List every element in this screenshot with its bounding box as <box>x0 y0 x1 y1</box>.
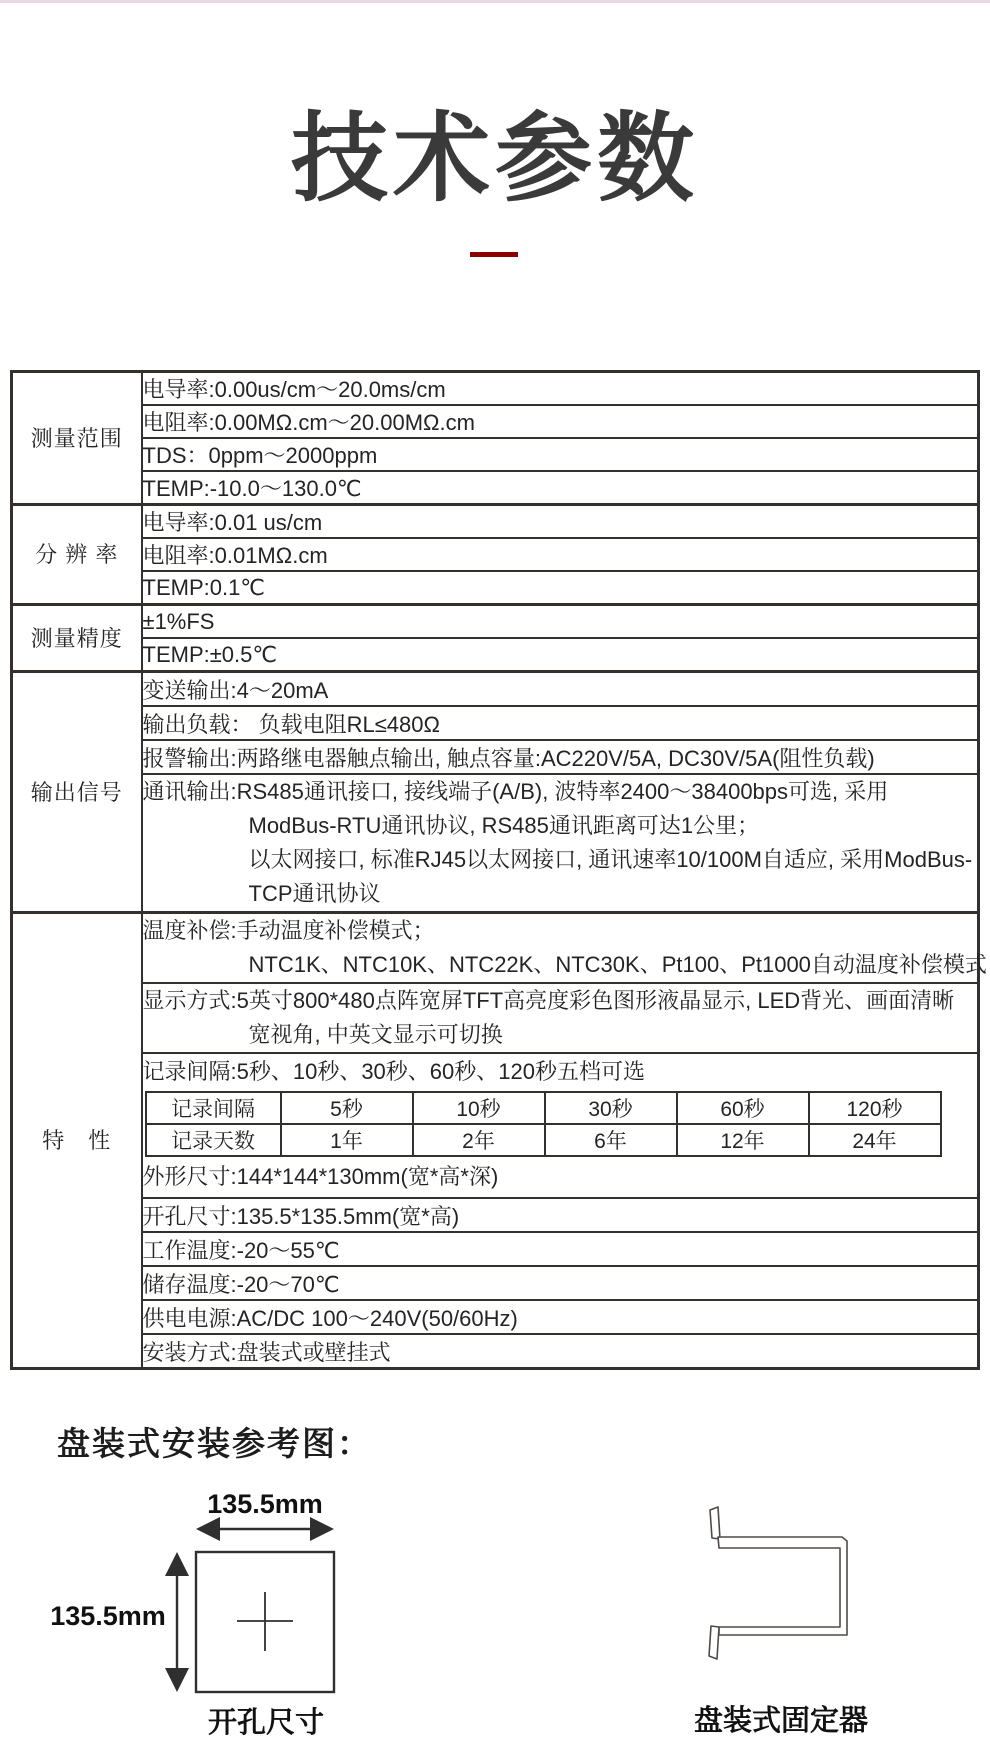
spec-row: 电阻率:0.01MΩ.cm <box>142 538 979 571</box>
temp-comp-line-2: NTC1K、NTC10K、NTC22K、NTC30K、Pt100、Pt1000自动温度补偿模式 <box>248 952 987 977</box>
spec-row-comm-output <box>142 774 979 913</box>
display-line-1: 显示方式:5英寸800*480点阵宽屏TFT高亮度彩色图形液晶显示, LED背光、画面清晰 <box>142 988 955 1013</box>
fixer-caption: 盘装式固定器 <box>693 1705 868 1737</box>
spec-row-display-mode <box>142 983 979 1053</box>
fixer-diagram <box>690 1495 870 1670</box>
spec-row: TDS：0ppm～2000ppm <box>142 438 979 471</box>
rec-cell: 5秒 <box>281 1092 413 1124</box>
spec-row: 输出负载： 负载电阻RL≤480Ω <box>142 706 979 740</box>
rec-cell: 120秒 <box>809 1092 941 1124</box>
arrowhead-down-icon <box>165 1668 189 1692</box>
spec-row: 变送输出:4～20mA <box>142 672 979 707</box>
spec-row: 储存温度:-20～70℃ <box>142 1266 979 1300</box>
fixer-top-tab <box>710 1507 720 1539</box>
rec-cell: 10秒 <box>413 1092 545 1124</box>
section-header-resolution: 分 辨 率 <box>12 505 142 605</box>
spec-row-record-interval <box>142 1053 979 1198</box>
comm-line-1: 通讯输出:RS485通讯接口, 接线端子(A/B), 波特率2400～38400bps可选, 采用 <box>142 779 889 804</box>
fixer-bottom-tab <box>709 1626 719 1659</box>
spec-row: 电导率:0.01 us/cm <box>142 505 979 539</box>
fixer-bracket-body <box>718 1537 847 1635</box>
install-reference-heading: 盘装式安装参考图： <box>57 1425 372 1462</box>
spec-row: 工作温度:-20～55℃ <box>142 1232 979 1266</box>
section-header-measure-range: 测量范围 <box>12 372 142 505</box>
arrowhead-left-icon <box>196 1517 220 1541</box>
spec-row: 电阻率:0.00MΩ.cm～20.00MΩ.cm <box>142 405 979 438</box>
outer-dimension-line: 外形尺寸:144*144*130mm(宽*高*深) <box>142 1164 499 1189</box>
cutout-height-label: 135.5mm <box>50 1601 166 1631</box>
spec-row: TEMP:0.1℃ <box>142 571 979 605</box>
rec-cell: 30秒 <box>545 1092 677 1124</box>
display-line-2: 宽视角, 中英文显示可切换 <box>248 1022 503 1047</box>
spec-row: ±1%FS <box>142 605 979 639</box>
arrowhead-up-icon <box>165 1552 189 1576</box>
spec-row: 安装方式:盘装式或壁挂式 <box>142 1334 979 1369</box>
spec-row-temp-compensation <box>142 913 987 984</box>
rec-cell: 60秒 <box>677 1092 809 1124</box>
spec-row: TEMP:-10.0～130.0℃ <box>142 471 979 505</box>
rec-cell: 1年 <box>281 1124 413 1156</box>
cutout-caption: 开孔尺寸 <box>207 1707 324 1739</box>
spec-row: 电导率:0.00us/cm～20.0ms/cm <box>142 372 979 406</box>
record-interval-line: 记录间隔:5秒、10秒、30秒、60秒、120秒五档可选 <box>142 1059 645 1084</box>
rec-cell: 12年 <box>677 1124 809 1156</box>
page-title: 技术参数 <box>291 104 699 213</box>
spec-row: 开孔尺寸:135.5*135.5mm(宽*高) <box>142 1198 979 1232</box>
spec-row: 报警输出:两路继电器触点输出, 触点容量:AC220V/5A, DC30V/5A(阻性负载) <box>142 740 979 774</box>
cutout-width-label: 135.5mm <box>207 1489 323 1519</box>
section-header-accuracy: 测量精度 <box>12 605 142 672</box>
spec-row: TEMP:±0.5℃ <box>142 638 979 672</box>
rec-cell: 6年 <box>545 1124 677 1156</box>
rec-cell: 记录天数 <box>146 1124 281 1156</box>
rec-cell: 2年 <box>413 1124 545 1156</box>
comm-line-4: TCP通讯协议 <box>248 881 381 906</box>
arrowhead-right-icon <box>310 1517 334 1541</box>
section-header-features: 特 性 <box>12 913 142 1369</box>
spec-table <box>10 370 987 1370</box>
temp-comp-line-1: 温度补偿:手动温度补偿模式； <box>142 918 435 943</box>
comm-line-2: ModBus-RTU通讯协议, RS485通讯距离可达1公里； <box>248 813 760 838</box>
rec-cell: 24年 <box>809 1124 941 1156</box>
top-accent-strip <box>0 0 990 3</box>
record-interval-table <box>145 1091 942 1157</box>
comm-line-3: 以太网接口, 标准RJ45以太网接口, 通讯速率10/100M自适应, 采用ModBus- <box>248 847 973 872</box>
rec-cell: 记录间隔 <box>146 1092 281 1124</box>
section-header-output-signal: 输出信号 <box>12 672 142 913</box>
spec-row: 供电电源:AC/DC 100～240V(50/60Hz) <box>142 1300 979 1334</box>
title-underline <box>470 252 518 257</box>
